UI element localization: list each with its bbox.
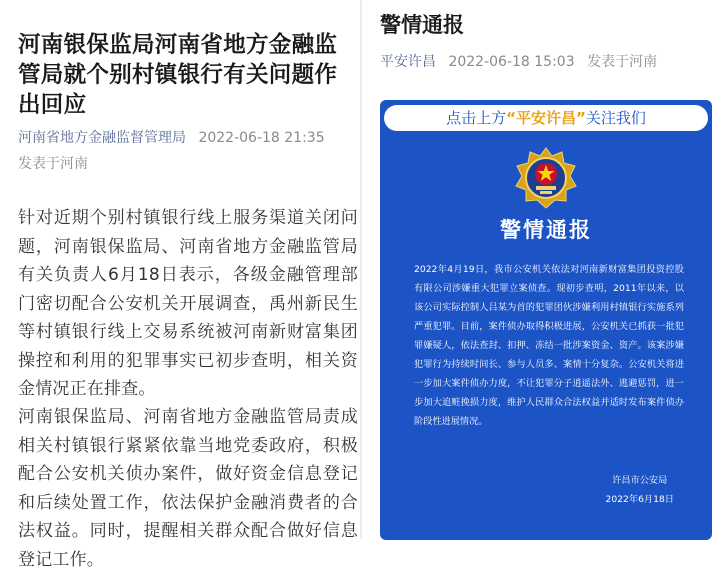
notice-date: 2022年6月18日 [605,494,674,505]
publish-location: 发表于河南 [587,54,658,70]
article-title: 警情通报 [380,13,464,37]
follow-account: “平安许昌” [506,109,586,127]
article-meta [380,52,657,72]
follow-prefix: 点击上方 [446,109,507,127]
notice-body: 2022年4月19日，我市公安机关依法对河南新财富集团投资控股有限公司涉嫌重大犯罪立案侦查。现初步查明，2011年以来，以该公司实际控制人吕某为首的犯罪团伙涉嫌利用村镇银行实施系列严重犯罪。目前，案件侦办取得积极进展，公安机关已抓获一批犯罪嫌疑人，依法查封、扣押、冻结一批涉案资金、资产。该案涉嫌犯罪行为持续时间长、参与人员多、案情十分复杂。公安机关将进一步加大案件侦办力度，不让犯罪分子逍遥法外、逃避惩罚，进一步加大追赃挽损力度，维护人民群众合法权益并适时发布案件侦办阶段性进展情况。 [414,264,684,427]
account-link[interactable]: 河南省地方金融监督管理局 [18,130,186,146]
police-emblem-icon [514,146,578,210]
publish-date: 2022-06-18 15:03 [448,54,575,70]
left-article [0,0,360,570]
notice-title: 警情通报 [500,218,592,242]
publish-date: 2022-06-18 21:35 [198,130,325,146]
account-link[interactable]: 平安许昌 [380,54,436,70]
follow-banner[interactable] [384,105,708,131]
publish-location: 发表于河南 [18,156,88,172]
notice-org: 许昌市公安局 [612,475,668,486]
article-paragraph: 针对近期个别村镇银行线上服务渠道关闭问题，河南银保监局、河南省地方金融监管局有关负责人6月18日表示，各级金融管理部门密切配合公安机关开展调查，禹州新民生等村镇银行线上交易系统被河南新财富集团操控和利用的犯罪事实已初步查明，相关资金情况正在排查。 [18,208,358,399]
right-article [362,0,720,539]
article-paragraph: 河南银保监局、河南省地方金融监管局责成相关村镇银行紧紧依靠当地党委政府，积极配合公安机关侦办案件，做好资金信息登记和后续处置工作，依法保护金融消费者的合法权益。同时，提醒相关群众配合做好信息登记工作。 [18,407,358,570]
article-title: 河南银保监局河南省地方金融监管局就个别村镇银行有关问题作出回应 [18,32,338,118]
notice-signature [606,471,674,509]
follow-suffix: 关注我们 [585,109,646,127]
police-notice-image [380,100,712,540]
article-meta [18,125,358,177]
